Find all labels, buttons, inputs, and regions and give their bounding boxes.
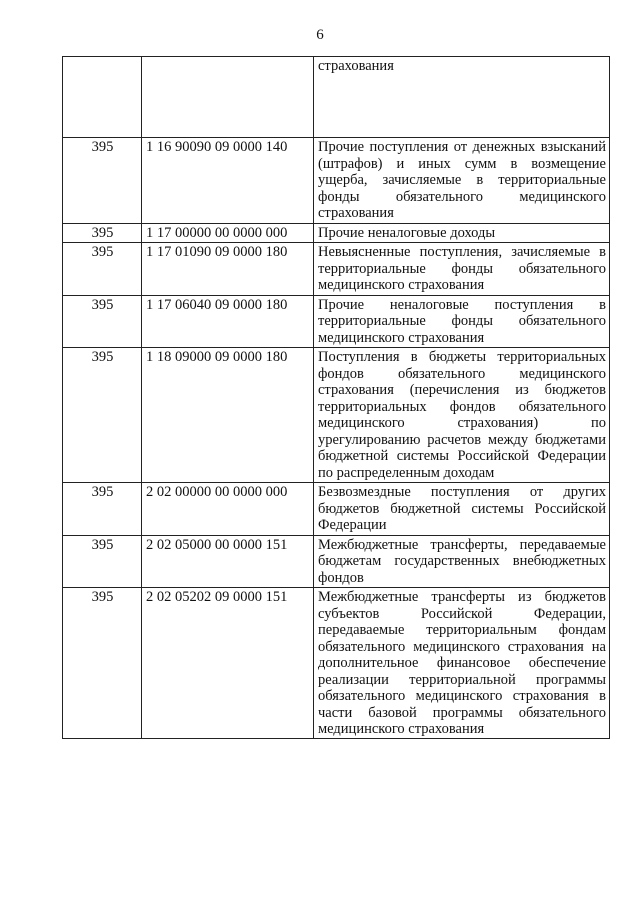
table-row (63, 223, 610, 243)
admin-code-cell: 395 (63, 223, 142, 243)
table-row (63, 295, 610, 348)
admin-code-cell: 395 (63, 243, 142, 296)
admin-code-cell: 395 (63, 138, 142, 224)
budget-code-cell: 1 17 06040 09 0000 180 (142, 295, 314, 348)
income-name-cell: Прочие поступления от денежных взысканий (штрафов) и иных сумм в возмещение ущерба, зачисляемые в территориальные фонды обязательного медицинского страхования (314, 138, 610, 224)
table-row (63, 57, 610, 138)
page-number: 6 (316, 27, 324, 43)
budget-code-cell (142, 57, 314, 138)
admin-code-cell: 395 (63, 535, 142, 588)
admin-code-cell (63, 57, 142, 138)
budget-code-cell: 1 16 90090 09 0000 140 (142, 138, 314, 224)
budget-code-cell: 1 18 09000 09 0000 180 (142, 348, 314, 483)
income-name-cell: Прочие неналоговые поступления в территориальные фонды обязательного медицинского страхования (314, 295, 610, 348)
admin-code-cell: 395 (63, 348, 142, 483)
budget-code-cell: 1 17 00000 00 0000 000 (142, 223, 314, 243)
table-row (63, 348, 610, 483)
income-name-cell: Прочие неналоговые доходы (314, 223, 610, 243)
budget-code-cell: 1 17 01090 09 0000 180 (142, 243, 314, 296)
budget-code-cell: 2 02 05000 00 0000 151 (142, 535, 314, 588)
admin-code-cell: 395 (63, 588, 142, 739)
income-name-cell: Безвозмездные поступления от других бюджетов бюджетной системы Российской Федерации (314, 483, 610, 536)
income-name-cell: Межбюджетные трансферты, передаваемые бюджетам государственных внебюджетных фондов (314, 535, 610, 588)
admin-code-cell: 395 (63, 295, 142, 348)
table-row (63, 138, 610, 224)
table-row (63, 243, 610, 296)
income-name-cell: Невыясненные поступления, зачисляемые в территориальные фонды обязательного медицинского страхования (314, 243, 610, 296)
income-name-cell: страхования (314, 57, 610, 138)
income-name-cell: Межбюджетные трансферты из бюджетов субъектов Российской Федерации, передаваемые территориальным фондам обязательного медицинского страхования на дополнительное финансовое обеспечение реализации территориальной программы обязательного медицинского страхования в части базовой программы обязательного медицинского страхования (314, 588, 610, 739)
budget-code-cell: 2 02 05202 09 0000 151 (142, 588, 314, 739)
admin-code-cell: 395 (63, 483, 142, 536)
table-row (63, 588, 610, 739)
table-row (63, 535, 610, 588)
revenue-codes-table (62, 56, 610, 739)
income-name-cell: Поступления в бюджеты территориальных фондов обязательного медицинского страхования (перечисления из бюджетов территориальных фондов обязательного медицинского страхования) по урегулированию расчетов между бюджетами бюджетной системы Российской Федерации по распределенным доходам (314, 348, 610, 483)
table-row (63, 483, 610, 536)
budget-code-cell: 2 02 00000 00 0000 000 (142, 483, 314, 536)
